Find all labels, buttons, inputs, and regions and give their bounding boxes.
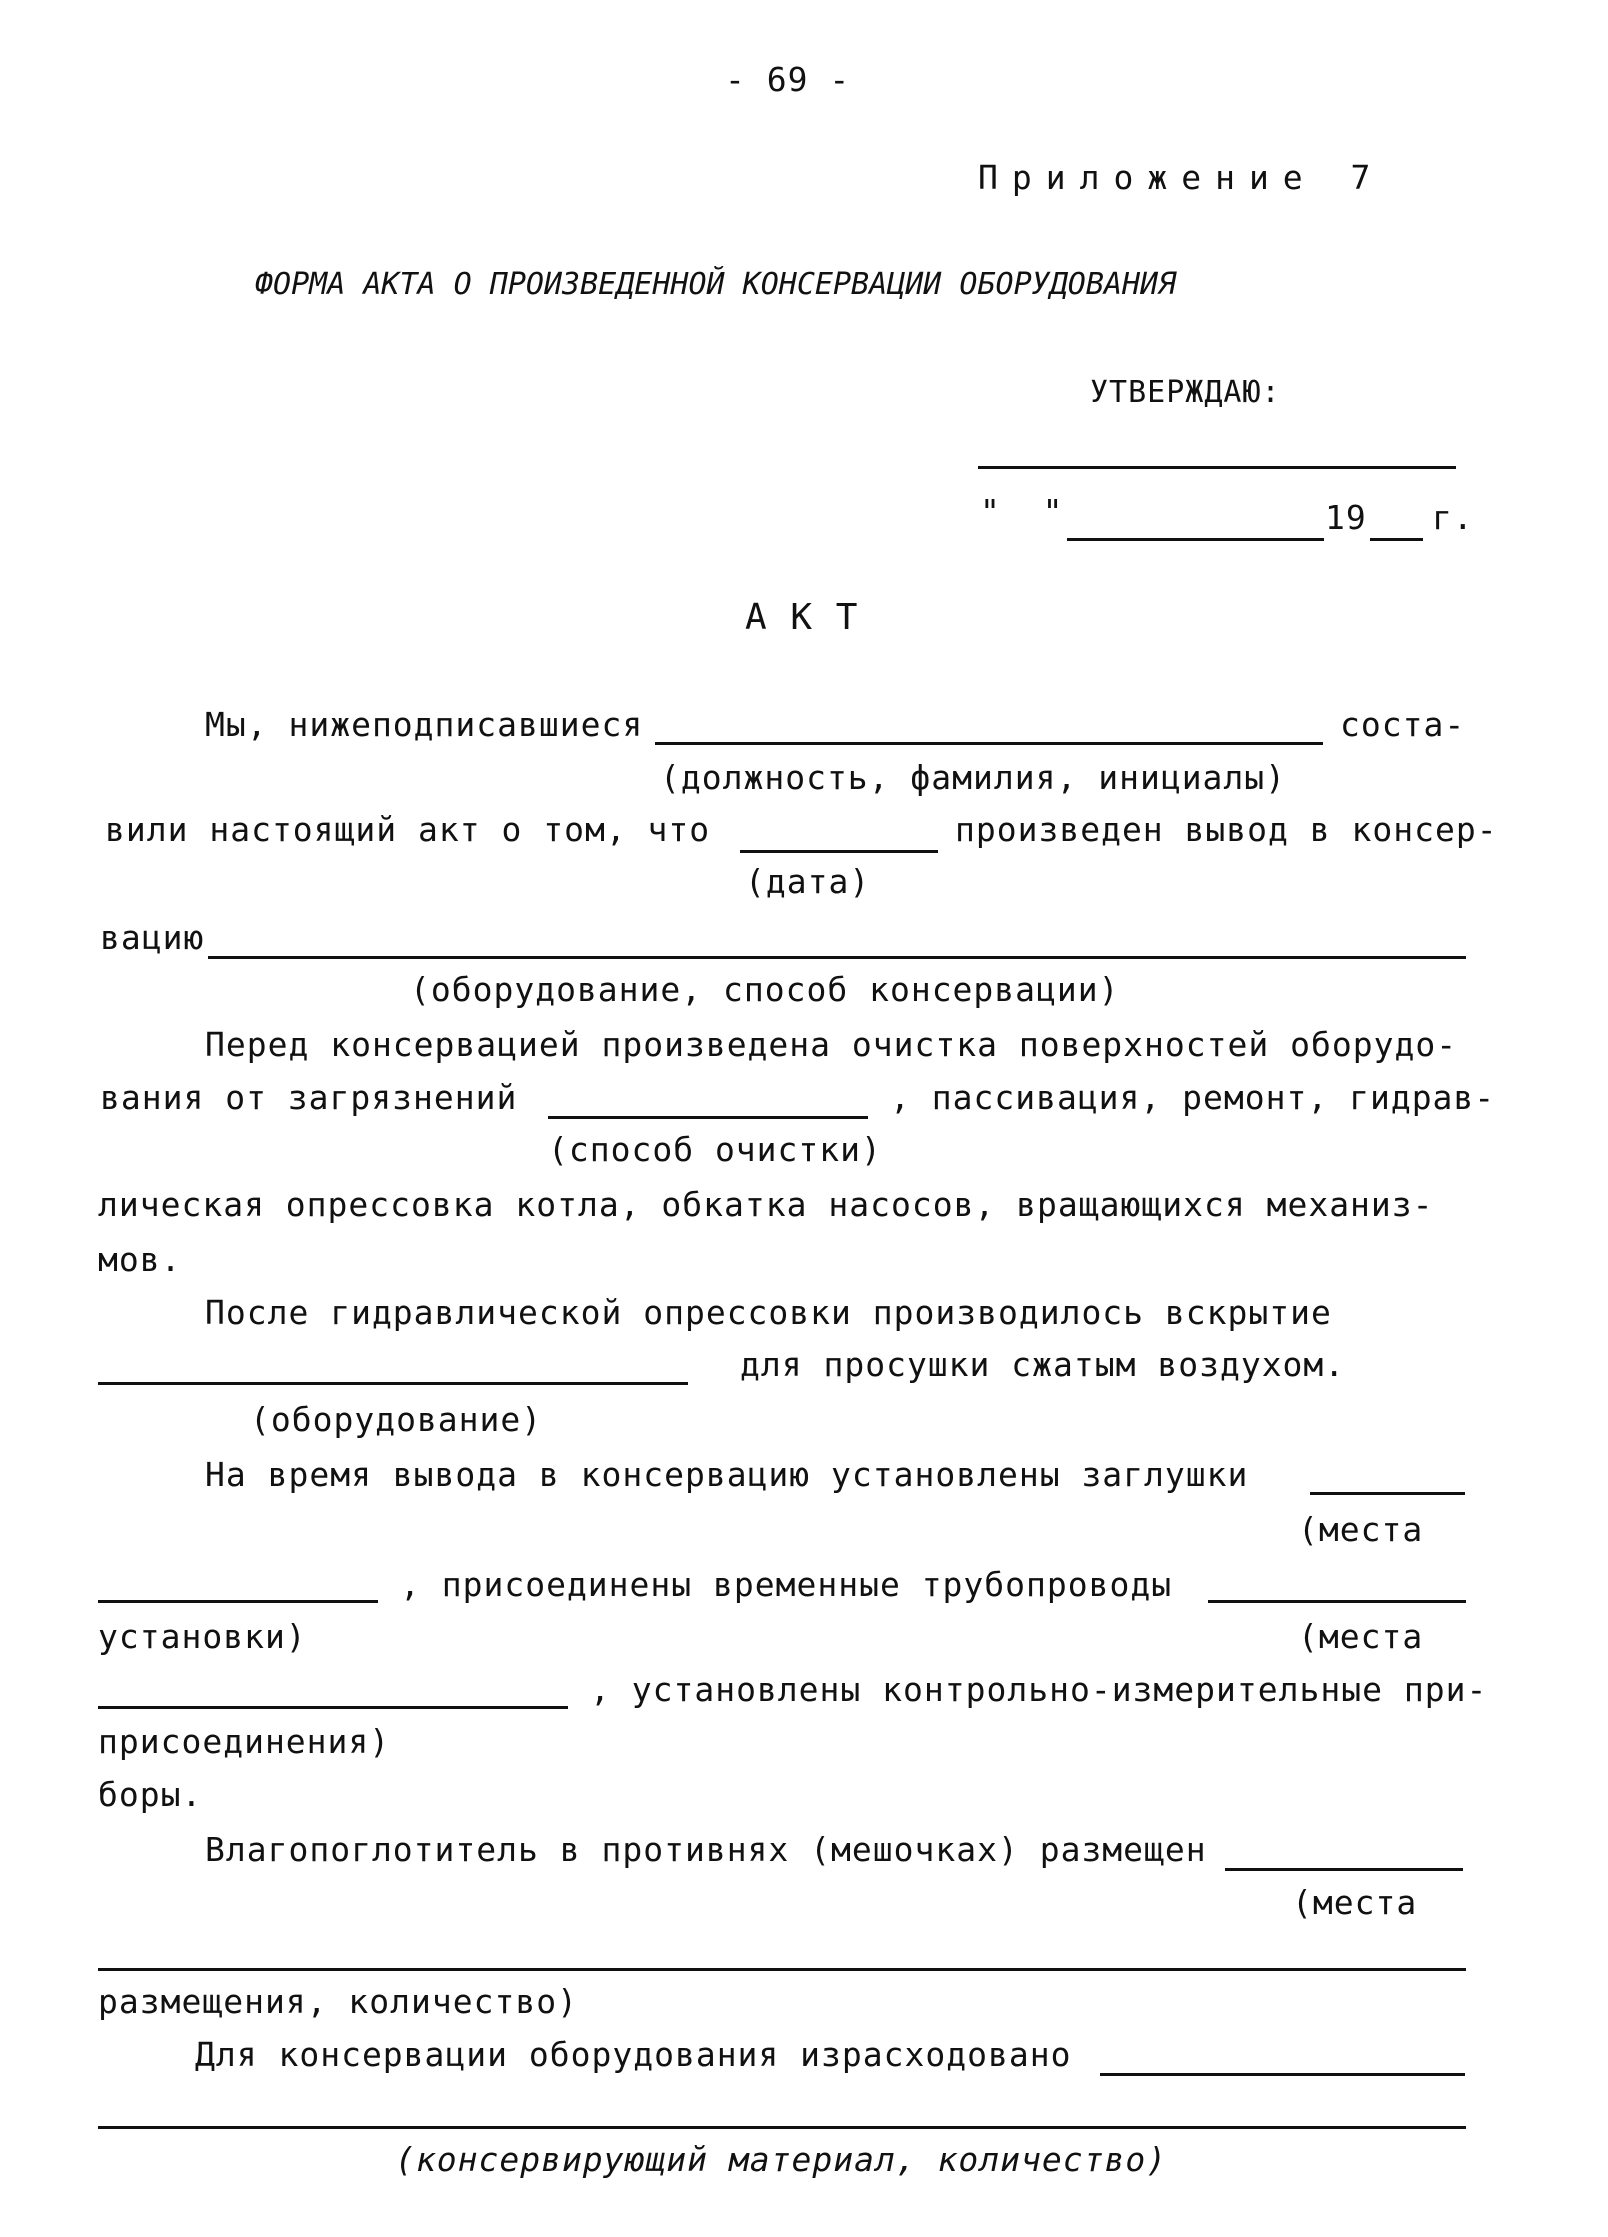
caption-place-1: (места <box>1298 1510 1424 1549</box>
opened-equipment-line <box>98 1382 688 1385</box>
desiccant-line <box>1225 1868 1463 1871</box>
approve-year-suffix: г. <box>1432 498 1474 537</box>
p1-end: соста- <box>1340 705 1466 744</box>
caption-place-3: (места <box>1292 1883 1418 1922</box>
p2-line2-end: , пассивация, ремонт, гидрав- <box>890 1078 1496 1117</box>
caption-placement-qty: размещения, количество) <box>98 1982 578 2021</box>
caption-cleaning: (способ очистки) <box>548 1130 882 1169</box>
p4-line4: боры. <box>98 1775 203 1814</box>
p2-line1: Перед консервацией произведена очистка поверхностей оборудо- <box>205 1025 1458 1064</box>
approve-month-line <box>1067 538 1324 541</box>
p4-line3-mid: , установлены контрольно-измерительные при- <box>590 1670 1488 1709</box>
cleaning-line <box>548 1116 868 1119</box>
p6-line1: Для консервации оборудования израсходовано <box>195 2035 1072 2074</box>
p1-line2-end: произведен вывод в консер- <box>955 810 1498 849</box>
appendix-label: Приложение 7 <box>978 158 1385 197</box>
p1-line2-start: вили настоящий акт о том, что <box>105 810 711 849</box>
caption-equipment: (оборудование) <box>250 1400 543 1439</box>
caption-connect: присоединения) <box>98 1722 391 1761</box>
approve-year: 19 <box>1325 498 1367 537</box>
p5-line1: Влагопоглотитель в противнях (мешочках) размещен <box>205 1830 1207 1869</box>
caption-install: установки) <box>98 1617 307 1656</box>
material-full-line <box>98 2126 1466 2129</box>
desiccant-full-line <box>98 1968 1466 1971</box>
approve-label: УТВЕРЖДАЮ: <box>1090 375 1281 410</box>
approve-signature-line <box>978 466 1456 469</box>
plugs-line <box>1310 1492 1465 1495</box>
approve-date-quotes: " " <box>980 492 1064 531</box>
consumed-line <box>1100 2073 1465 2076</box>
p1-start: Мы, нижеподписавшиеся <box>205 705 644 744</box>
page-number: - 69 - <box>725 60 851 99</box>
p2-line3: лическая опрессовка котла, обкатка насосов, вращающихся механиз- <box>98 1185 1434 1224</box>
position-line <box>655 742 1323 745</box>
caption-date: (дата) <box>745 862 871 901</box>
p2-line4: мов. <box>98 1240 182 1279</box>
act-title: А К Т <box>745 597 859 638</box>
pipelines-line <box>1208 1600 1466 1603</box>
p4-line1: На время вывода в консервацию установлены заглушки <box>205 1455 1249 1494</box>
p4-line2-mid: , присоединены временные трубопроводы <box>400 1565 1173 1604</box>
p2-line2-start: вания от загрязнений <box>100 1078 518 1117</box>
approve-year-line <box>1370 538 1423 541</box>
caption-position: (должность, фамилия, инициалы) <box>660 758 1287 797</box>
caption-equipment-method: (оборудование, способ консервации) <box>410 970 1120 1009</box>
p3-line2-end: для просушки сжатым воздухом. <box>740 1345 1346 1384</box>
connection-place-line <box>98 1706 568 1709</box>
form-title: ФОРМА АКТА О ПРОИЗВЕДЕННОЙ КОНСЕРВАЦИИ ОБОРУДОВАНИЯ <box>255 267 1177 302</box>
install-place-line <box>98 1600 378 1603</box>
caption-place-2: (места <box>1298 1617 1424 1656</box>
date-line <box>740 850 938 853</box>
p1-line3-start: вацию <box>100 918 205 957</box>
p3-line1: После гидравлической опрессовки производилось вскрытие <box>205 1293 1332 1332</box>
caption-material: (консервирующий материал, количество) <box>395 2140 1168 2179</box>
equipment-method-line <box>208 956 1466 959</box>
